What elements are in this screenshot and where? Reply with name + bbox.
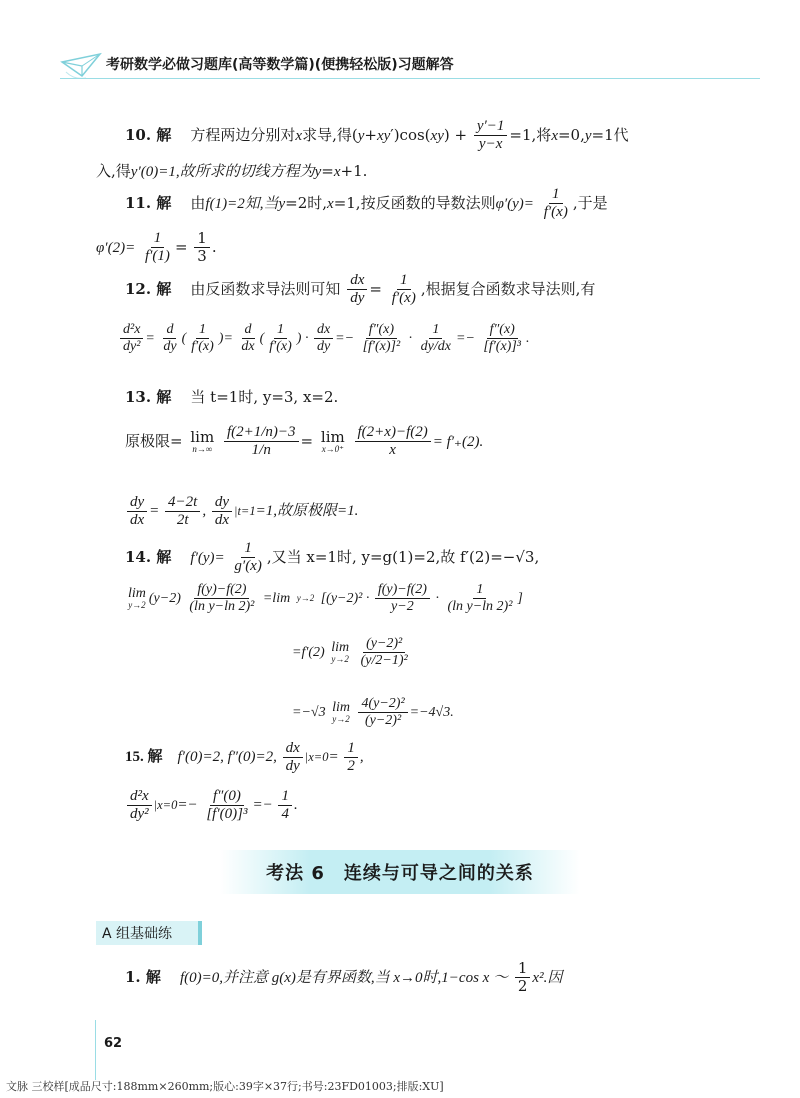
text: =1代: [591, 125, 629, 144]
numerator: 1: [194, 230, 210, 248]
numerator: f″(x): [366, 322, 397, 339]
text: (y−2): [148, 590, 181, 606]
text: 入,得: [96, 162, 131, 180]
solution-14-line-4: [292, 696, 454, 729]
text: y′(0)=1,故所求的切线方程为: [130, 164, 315, 180]
text: ,: [359, 749, 364, 766]
numerator: f(2+x)−f(2): [355, 424, 431, 442]
denominator: dy/dx: [420, 339, 451, 355]
text: +: [364, 125, 377, 144]
text: ·: [304, 330, 309, 346]
text: ·: [408, 330, 413, 346]
denominator: y−x: [478, 136, 503, 153]
text: f′(0)=2, f″(0)=2,: [177, 749, 277, 766]
fraction: [160, 322, 179, 355]
text: 由反函数求导法则可知: [190, 279, 341, 298]
fraction: [375, 582, 430, 615]
denominator: 1/n: [251, 442, 271, 459]
limit-subscript: y→2: [331, 654, 349, 665]
fraction: [418, 322, 454, 355]
limit-operator: lim: [190, 427, 215, 446]
solution-11-line-2: [96, 230, 217, 266]
text: ]: [517, 590, 523, 606]
limit-subscript: n→∞: [192, 443, 213, 454]
solution-13-line-1: [125, 386, 338, 407]
text: [(y−2)² ·: [320, 590, 370, 606]
text: =1,按反函数的导数法则: [333, 193, 496, 212]
numerator: f(2+1/n)−3: [224, 424, 299, 442]
denominator: (y/2−1)²: [360, 653, 408, 669]
fraction: [344, 740, 358, 776]
numerator: f(y)−f(2): [375, 582, 430, 599]
numerator: d: [242, 322, 255, 339]
fraction: [480, 322, 524, 355]
limit: [320, 427, 345, 454]
text: =1,故原极限=1.: [255, 503, 359, 520]
text: +1.: [340, 162, 368, 180]
text: =: [300, 431, 314, 450]
denominator: dx: [130, 512, 145, 529]
text: ·: [435, 590, 439, 606]
header-title: 考研数学必做习题库(高等数学篇)(便携轻松版)习题解答: [106, 57, 454, 73]
limit-operator: lim: [331, 640, 350, 656]
exercise-1-line: [125, 960, 562, 996]
numerator: 1: [515, 960, 531, 978]
limit-subscript: y→2: [296, 593, 315, 604]
evaluation-bar: |x=0: [153, 798, 178, 813]
fraction: [238, 322, 257, 355]
text: =lim: [262, 590, 291, 606]
text: ,又当 x=1时, y=g(1)=2,故 f′(2)=−√3,: [266, 547, 540, 566]
denominator: (ln y−ln 2)²: [447, 599, 513, 615]
evaluation-bar: |x=0: [304, 750, 329, 765]
numerator: dx: [283, 740, 303, 758]
numerator: 4(y−2)²: [358, 696, 407, 713]
fraction: [278, 788, 292, 824]
limit-operator: lim: [332, 700, 350, 716]
limit-operator: lim: [320, 427, 345, 446]
fraction: [127, 788, 152, 824]
solution-11-line-1: [125, 186, 608, 222]
limit: [332, 701, 350, 724]
text: 由: [190, 193, 206, 212]
numerator: d: [163, 322, 176, 339]
text: .: [526, 330, 530, 346]
fraction: [231, 540, 264, 576]
denominator: dx: [241, 339, 255, 355]
text: =−√3: [292, 704, 326, 720]
solution-15-line-1: [125, 740, 364, 776]
fraction: [120, 322, 143, 355]
text: =f′(2): [292, 644, 325, 660]
text: ) +: [443, 125, 468, 144]
text: (: [259, 330, 265, 346]
solution-14-line-3: [292, 636, 413, 669]
denominator: 2: [517, 977, 528, 996]
text: x: [551, 127, 558, 144]
solution-14-line-1: [125, 540, 539, 576]
fraction: [389, 272, 419, 308]
text: ′)cos(: [390, 125, 431, 144]
text: x: [295, 127, 303, 144]
numerator: 1: [278, 788, 292, 806]
denominator: dy: [350, 290, 365, 307]
text: f′(y)=: [190, 549, 225, 566]
denominator: [f′(0)]³: [206, 806, 248, 823]
denominator: dx: [214, 512, 230, 529]
text: =: [174, 237, 188, 256]
denominator: f′(1): [144, 248, 170, 265]
numerator: f(y)−f(2): [194, 582, 249, 599]
solution-14-line-2: [125, 582, 523, 615]
solution-number: 13. 解: [125, 388, 172, 406]
numerator: 1: [344, 740, 358, 758]
text: =−: [252, 797, 273, 814]
text: ): [218, 330, 224, 346]
text: =: [321, 162, 334, 180]
numerator: 1: [241, 540, 255, 558]
group-label: A 组基础练: [96, 921, 202, 945]
text: =: [328, 749, 339, 766]
fraction: [188, 322, 217, 355]
text: 求导,得(: [302, 125, 358, 144]
solution-number: 14. 解: [125, 547, 172, 566]
limit-subscript: y→2: [128, 600, 146, 611]
text: =−: [177, 797, 198, 814]
denominator: g′(x): [234, 558, 262, 575]
limit: [128, 587, 146, 610]
fraction: [474, 118, 508, 154]
denominator: f′(x): [391, 290, 416, 307]
page-number: 62: [104, 1036, 123, 1051]
text: xy: [376, 127, 391, 144]
fraction: [224, 424, 299, 460]
denominator: dy: [163, 339, 177, 355]
limit-operator: lim: [128, 586, 146, 602]
solution-number: 12. 解: [125, 279, 172, 298]
solution-10-line-1: [125, 118, 629, 154]
numerator: 1: [429, 322, 442, 339]
fraction: [283, 740, 303, 776]
fraction: [203, 788, 250, 824]
text: f(0)=0,并注意 g(x)是有界函数,当 x→0时,1−cos x ～: [179, 969, 509, 986]
text: y: [357, 127, 365, 144]
limit: [331, 641, 349, 664]
text: y: [278, 195, 286, 212]
evaluation-bar: |t=1: [234, 504, 256, 519]
fraction: [127, 494, 147, 530]
text: 方程两边分别对: [190, 125, 296, 144]
denominator: (y−2)²: [364, 713, 402, 729]
fraction: [266, 322, 295, 355]
numerator: 1: [151, 230, 165, 248]
solution-13-line-3: [125, 494, 358, 530]
numerator: dy: [212, 494, 232, 512]
numerator: 1: [196, 322, 209, 339]
fraction: [358, 696, 407, 729]
text: .: [211, 237, 217, 256]
margin-rule: [95, 1020, 96, 1080]
text: 原极限=: [125, 431, 183, 450]
section-title: 考法 6 连续与可导之间的关系: [220, 850, 580, 894]
text: φ′(y)=: [495, 195, 534, 212]
fraction: [541, 186, 571, 222]
numerator: 1: [274, 322, 287, 339]
text: (: [181, 330, 187, 346]
numerator: dx: [347, 272, 367, 290]
footer-note: 文脉 三校样[成品尺寸:188mm×260mm;版心:39字×37行;书号:23FD01003;排版:XU]: [6, 1080, 444, 1093]
text: y: [584, 127, 592, 144]
fraction: [212, 494, 232, 530]
numerator: f″(0): [210, 788, 244, 806]
text: xy: [430, 127, 444, 144]
solution-number: 1. 解: [125, 967, 161, 986]
text: =0,: [557, 125, 585, 144]
denominator: 2t: [176, 512, 189, 529]
text: .: [293, 797, 298, 814]
denominator: dy²: [123, 339, 141, 355]
text: =: [223, 330, 233, 346]
fraction: [358, 636, 411, 669]
text: =1,将: [509, 125, 552, 144]
denominator: [f′(x)]²: [362, 339, 401, 355]
text: ,: [202, 503, 207, 520]
fraction: [142, 230, 173, 266]
denominator: f′(x): [191, 339, 214, 355]
fraction: [444, 582, 515, 615]
numerator: 1: [549, 186, 563, 204]
numerator: d²x: [127, 788, 152, 806]
solution-number: 10. 解: [125, 125, 172, 144]
denominator: 4: [281, 806, 289, 823]
text: x².因: [532, 969, 563, 986]
text: x: [333, 164, 341, 180]
header-divider: [60, 78, 760, 79]
numerator: 1: [473, 582, 486, 599]
numerator: dy: [127, 494, 147, 512]
fraction: [355, 424, 431, 460]
text: ,根据复合函数求导法则,有: [420, 279, 596, 298]
text: =: [149, 503, 160, 520]
denominator: (ln y−ln 2)²: [189, 599, 255, 615]
fraction: [515, 960, 531, 996]
text: ): [296, 330, 302, 346]
limit: [297, 594, 315, 603]
solution-number: 15. 解: [125, 749, 163, 766]
text: =−: [335, 330, 355, 346]
solution-12-line-2: [118, 322, 530, 355]
numerator: y′−1: [474, 118, 508, 136]
solution-12-line-1: [125, 272, 595, 308]
text: =2时,: [285, 193, 328, 212]
text: 当 t=1时, y=3, x=2.: [190, 388, 339, 406]
text: φ′(2)=: [96, 239, 136, 256]
fraction: [347, 272, 367, 308]
fraction: [314, 322, 333, 355]
fraction: [165, 494, 200, 530]
text: y: [314, 164, 322, 180]
numerator: 4−2t: [165, 494, 200, 512]
text: =−: [456, 330, 475, 346]
solution-10-line-2: [96, 160, 367, 181]
fraction: [360, 322, 404, 355]
fraction: [194, 230, 210, 266]
solution-number: 11. 解: [125, 193, 172, 212]
numerator: dx: [314, 322, 333, 339]
denominator: 2: [347, 758, 355, 775]
numerator: d²x: [120, 322, 143, 339]
denominator: dy: [285, 758, 300, 775]
denominator: x: [389, 442, 396, 459]
numerator: 1: [397, 272, 411, 290]
limit-subscript: y→2: [332, 714, 350, 725]
text: x: [327, 195, 334, 212]
denominator: f′(x): [543, 204, 568, 221]
solution-15-line-2: [125, 788, 298, 824]
numerator: (y−2)²: [363, 636, 405, 653]
text: =: [145, 330, 155, 346]
denominator: [f′(x)]³: [483, 339, 521, 355]
denominator: 3: [197, 247, 207, 266]
fraction: [186, 582, 257, 615]
denominator: f′(x): [269, 339, 292, 355]
limit-subscript: x→0⁺: [321, 443, 344, 454]
denominator: dy: [316, 339, 331, 355]
text: ,于是: [572, 193, 608, 212]
text: =: [369, 279, 382, 298]
solution-13-line-2: [125, 424, 483, 460]
text: = f′₊(2).: [432, 433, 484, 450]
text: =−4√3.: [409, 704, 454, 720]
denominator: dy²: [130, 806, 149, 823]
text: f(1)=2知,当: [205, 195, 279, 212]
denominator: y−2: [391, 599, 414, 615]
numerator: f″(x): [487, 322, 518, 339]
limit: [190, 427, 215, 454]
